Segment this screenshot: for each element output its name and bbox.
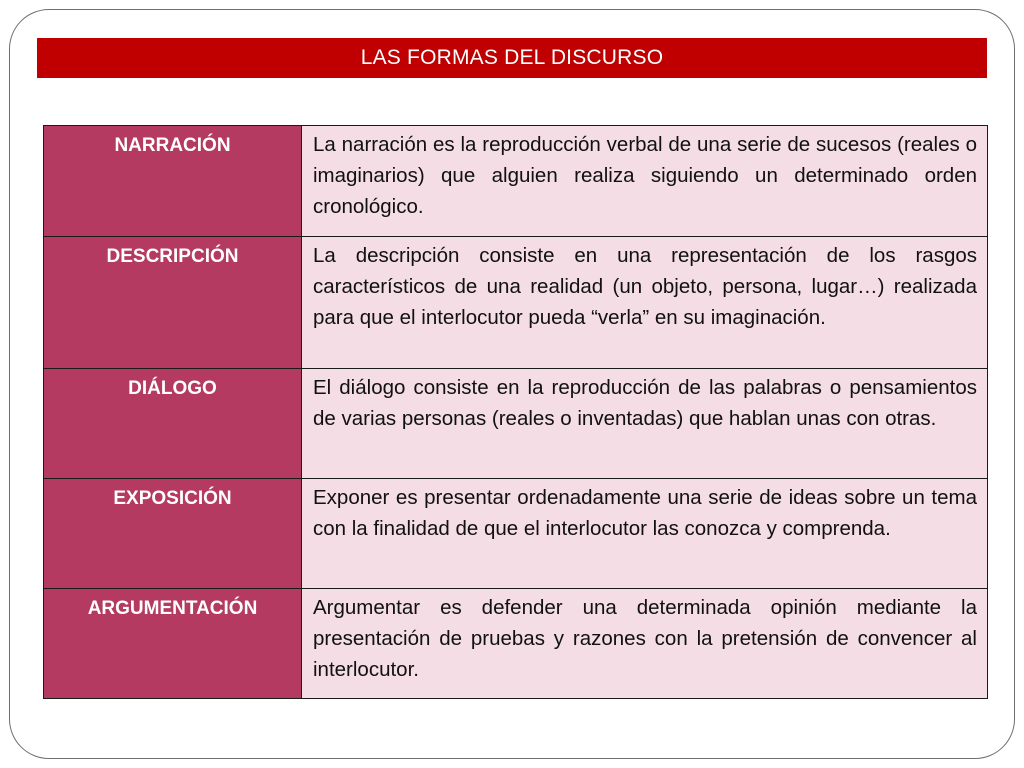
slide-title: LAS FORMAS DEL DISCURSO <box>360 46 664 69</box>
table-row-exposicion <box>44 479 988 589</box>
term-cell: DESCRIPCIÓN <box>44 237 302 369</box>
term-cell: NARRACIÓN <box>44 126 302 237</box>
definition-cell: El diálogo consiste en la reproducción de las palabras o pensamientos de varias personas (reales o inventadas) que hablan unas con otras. <box>302 369 988 479</box>
table-row-argumentacion <box>44 589 988 699</box>
table-row-dialogo <box>44 369 988 479</box>
definition-cell: Argumentar es defender una determinada opinión mediante la presentación de pruebas y razones con la pretensión de convencer al interlocutor. <box>302 589 988 699</box>
definition-cell: La descripción consiste en una representación de los rasgos característicos de una realidad (un objeto, persona, lugar…) realizada para que el interlocutor pueda “verla” en su imaginación. <box>302 237 988 369</box>
definition-cell: La narración es la reproducción verbal de una serie de sucesos (reales o imaginarios) que alguien realiza siguiendo un determinado orden cronológico. <box>302 126 988 237</box>
discourse-forms-table <box>43 125 988 699</box>
table-row-descripcion <box>44 237 988 369</box>
definition-cell: Exponer es presentar ordenadamente una serie de ideas sobre un tema con la finalidad de que el interlocutor las conozca y comprenda. <box>302 479 988 589</box>
term-cell: ARGUMENTACIÓN <box>44 589 302 699</box>
table-row-narracion <box>44 126 988 237</box>
term-cell: EXPOSICIÓN <box>44 479 302 589</box>
slide-title-bar <box>37 38 987 78</box>
term-cell: DIÁLOGO <box>44 369 302 479</box>
